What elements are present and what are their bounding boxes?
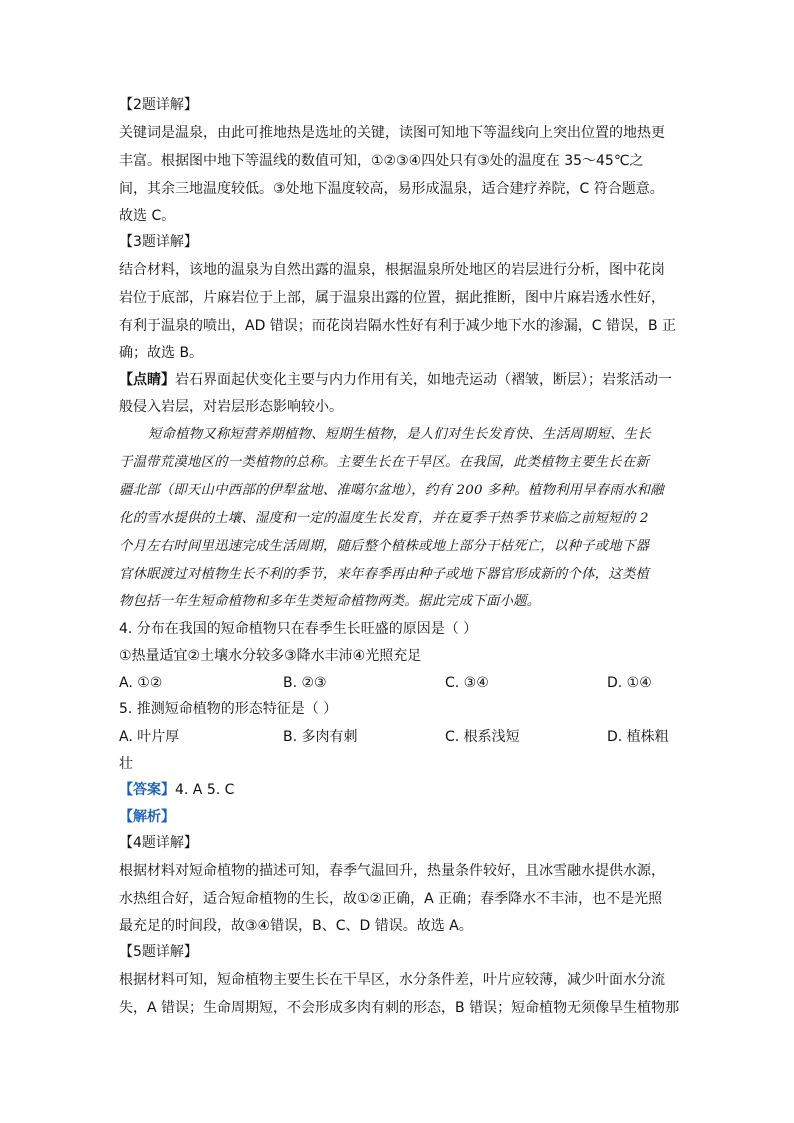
q4d-heading: 【4题详解】 bbox=[119, 835, 198, 851]
q5-option-a: A. 叶片厚 bbox=[119, 729, 180, 745]
q4d-line: 水热组合好，适合短命植物的生长，故①②正确，A 正确；春季降水不丰沛，也不是光照 bbox=[119, 891, 663, 907]
q4-stem: 4. 分布在我国的短命植物只在春季生长旺盛的原因是（ ） bbox=[119, 621, 478, 637]
q4-items: ①热量适宜②土壤水分较多③降水丰沛④光照充足 bbox=[119, 648, 422, 664]
answer-value: 4. A 5. C bbox=[175, 782, 235, 798]
answer-line bbox=[119, 780, 234, 800]
q4-option-c: C. ③④ bbox=[445, 675, 489, 691]
tip-line bbox=[119, 370, 672, 390]
q4-option-d: D. ①④ bbox=[607, 675, 652, 691]
q3-line: 岩位于底部，片麻岩位于上部，属于温泉出露的位置，据此推断，图中片麻岩透水性好， bbox=[119, 290, 665, 306]
q5-option-d: D. 植株粗 bbox=[607, 729, 669, 745]
q3-line: 有利于温泉的喷出，AD 错误；而花岗岩隔水性好有利于减少地下水的渗漏，C 错误，B 正 bbox=[119, 318, 677, 334]
material-line: 个月左右时间里迅速完成生活周期，随后整个植株或地上部分干枯死亡，以种子或地下器 bbox=[119, 539, 650, 554]
q2-line: 丰富。根据图中地下等温线的数值可知，①②③④四处只有③处的温度在 35～45℃之 bbox=[119, 153, 644, 169]
material-line: 于温带荒漠地区的一类植物的总称。主要生长在干旱区。在我国，此类植物主要生长在新 bbox=[119, 455, 650, 470]
analysis-label: 【解析】 bbox=[119, 809, 175, 825]
q4d-line: 最充足的时间段，故③④错误，B、C、D 错误。故选 A。 bbox=[119, 918, 473, 934]
q2-line: 关键词是温泉，由此可推地热是选址的关键，读图可知地下等温线向上突出位置的地热更 bbox=[119, 125, 665, 141]
answer-label: 【答案】 bbox=[119, 782, 175, 798]
tip-text: 岩石界面起伏变化主要与内力作用有关，如地壳运动（褶皱，断层）；岩浆活动一 bbox=[175, 372, 672, 388]
material-line: 化的雪水提供的土壤、湿度和一定的温度生长发育，并在夏季干热季节来临之前短短的 2 bbox=[119, 511, 649, 526]
material-line: 物包括一年生短命植物和多年生类短命植物两类。据此完成下面小题。 bbox=[119, 594, 541, 609]
material-line: 疆北部（即天山中西部的伊犁盆地、准噶尔盆地），约有 200 多种。植物利用早春雨水和融 bbox=[119, 483, 664, 498]
q5d-line: 失，A 错误；生命周期短，不会形成多肉有刺的形态，B 错误；短命植物无须像旱生植物那 bbox=[119, 1000, 680, 1016]
material-line: 官休眠渡过对植物生长不利的季节，来年春季再由种子或地下器官形成新的个体，这类植 bbox=[119, 567, 650, 582]
q2-line: 故选 C。 bbox=[119, 208, 176, 224]
q5-stem: 5. 推测短命植物的形态特征是（ ） bbox=[119, 701, 338, 717]
q5-option-c: C. 根系浅短 bbox=[445, 729, 520, 745]
q3-heading: 【3题详解】 bbox=[119, 234, 198, 250]
tip-line-2: 般侵入岩层，对岩层形态影响较小。 bbox=[119, 399, 343, 415]
q3-line: 结合材料，该地的温泉为自然出露的温泉，根据温泉所处地区的岩层进行分析，图中花岗 bbox=[119, 262, 665, 278]
q4d-line: 根据材料对短命植物的描述可知，春季气温回升，热量条件较好，且冰雪融水提供水源， bbox=[119, 863, 665, 879]
q2-line: 间，其余三地温度较低。③处地下温度较高，易形成温泉，适合建疗养院，C 符合题意。 bbox=[119, 181, 664, 197]
q5-option-b: B. 多肉有刺 bbox=[283, 729, 358, 745]
q4-option-b: B. ②③ bbox=[283, 675, 327, 691]
q5d-line: 根据材料可知，短命植物主要生长在干旱区，水分条件差，叶片应较薄，减少叶面水分流 bbox=[119, 972, 665, 988]
q2-heading: 【2题详解】 bbox=[119, 97, 198, 113]
material-line: 短命植物又称短营养期植物、短期生植物，是人们对生长发育快、生活周期短、生长 bbox=[148, 427, 651, 442]
tip-label: 【点睛】 bbox=[119, 372, 175, 388]
q3-line: 确；故选 B。 bbox=[119, 345, 204, 361]
q5-option-d-wrap: 壮 bbox=[119, 756, 133, 772]
q5d-heading: 【5题详解】 bbox=[119, 944, 198, 960]
q4-option-a: A. ①② bbox=[119, 675, 163, 691]
